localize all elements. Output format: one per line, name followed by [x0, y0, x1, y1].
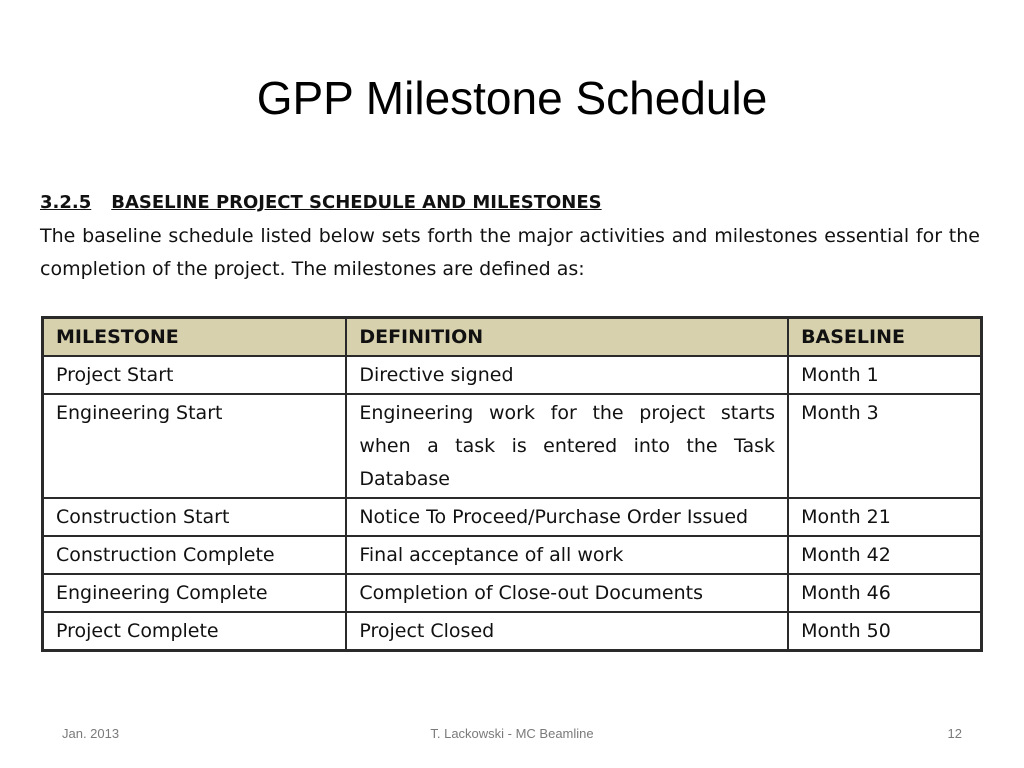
table-header-row [43, 318, 982, 357]
header-milestone: MILESTONE [43, 318, 347, 357]
cell-milestone: Engineering Complete [43, 574, 347, 612]
table-row [43, 356, 982, 394]
section-number: 3.2.5 [40, 192, 92, 213]
header-definition: DEFINITION [346, 318, 788, 357]
cell-definition: Completion of Close-out Documents [346, 574, 788, 612]
header-baseline: BASELINE [788, 318, 981, 357]
section-heading [40, 186, 980, 220]
cell-milestone: Construction Complete [43, 536, 347, 574]
slide-title: GPP Milestone Schedule [256, 72, 768, 124]
footer-date: Jan. 2013 [62, 726, 120, 741]
cell-milestone: Engineering Start [43, 394, 347, 498]
table-row [43, 394, 982, 498]
section-intro-paragraph: The baseline schedule listed below sets forth the major activities and milestones essential for the completion of the project. The milestones are defined as: [40, 225, 980, 280]
footer-author: T. Lackowski - MC Beamline [430, 726, 594, 741]
cell-baseline: Month 1 [788, 356, 981, 394]
cell-baseline: Month 21 [788, 498, 981, 536]
section-block [40, 186, 980, 286]
cell-definition: Engineering work for the project starts when a task is entered into the Task Database [346, 394, 788, 498]
cell-definition: Directive signed [346, 356, 788, 394]
section-heading-text: BASELINE PROJECT SCHEDULE AND MILESTONES [111, 192, 602, 213]
cell-baseline: Month 3 [788, 394, 981, 498]
cell-definition: Project Closed [346, 612, 788, 651]
cell-definition: Notice To Proceed/Purchase Order Issued [346, 498, 788, 536]
table-row [43, 612, 982, 651]
footer-page-number: 12 [947, 726, 962, 741]
cell-baseline: Month 46 [788, 574, 981, 612]
cell-baseline: Month 50 [788, 612, 981, 651]
table-row [43, 498, 982, 536]
cell-definition: Final acceptance of all work [346, 536, 788, 574]
cell-milestone: Project Complete [43, 612, 347, 651]
table-row [43, 536, 982, 574]
cell-milestone: Project Start [43, 356, 347, 394]
milestone-table [41, 316, 983, 652]
table-row [43, 574, 982, 612]
cell-baseline: Month 42 [788, 536, 981, 574]
cell-milestone: Construction Start [43, 498, 347, 536]
